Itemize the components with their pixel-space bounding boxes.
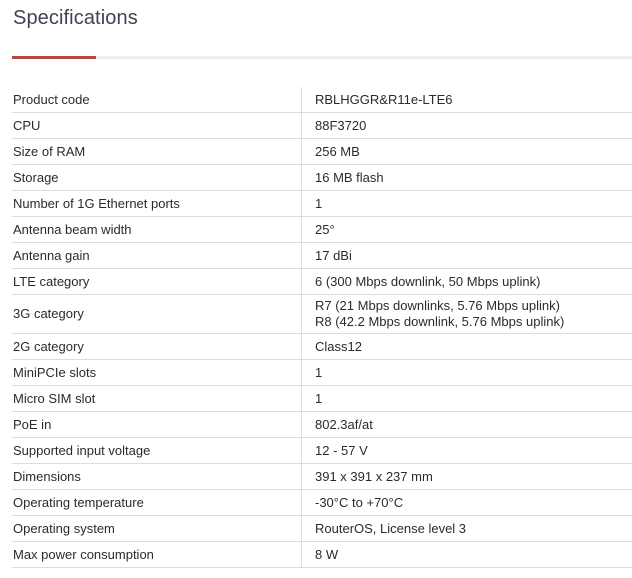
spec-label-ethernet-ports: Number of 1G Ethernet ports (12, 191, 302, 217)
table-row (12, 490, 632, 516)
spec-value-3g-category-line-2: R8 (42.2 Mbps downlink, 5.76 Mbps uplink) (315, 314, 565, 329)
page-title: Specifications (13, 7, 138, 29)
spec-label-operating-temperature: Operating temperature (12, 490, 302, 516)
spec-label-micro-sim-slot: Micro SIM slot (12, 386, 302, 412)
spec-value-operating-system: RouterOS, License level 3 (302, 516, 632, 542)
spec-label-ram: Size of RAM (12, 139, 302, 165)
spec-value-minipcie-slots: 1 (302, 360, 632, 386)
table-row (12, 464, 632, 490)
spec-label-3g-category: 3G category (12, 295, 302, 334)
spec-value-ethernet-ports: 1 (302, 191, 632, 217)
table-row (12, 386, 632, 412)
table-row (12, 191, 632, 217)
spec-label-antenna-beam-width: Antenna beam width (12, 217, 302, 243)
table-row (12, 334, 632, 360)
spec-value-antenna-gain: 17 dBi (302, 243, 632, 269)
table-row (12, 542, 632, 568)
spec-value-operating-temperature: -30°C to +70°C (302, 490, 632, 516)
spec-value-3g-category (302, 295, 632, 334)
spec-value-3g-category-line-1: R7 (21 Mbps downlinks, 5.76 Mbps uplink) (315, 298, 560, 313)
spec-value-storage: 16 MB flash (302, 165, 632, 191)
table-row (12, 87, 632, 113)
spec-value-product-code: RBLHGGR&R11e-LTE6 (302, 87, 632, 113)
spec-value-dimensions: 391 x 391 x 237 mm (302, 464, 632, 490)
spec-label-input-voltage: Supported input voltage (12, 438, 302, 464)
spec-value-micro-sim-slot: 1 (302, 386, 632, 412)
table-row (12, 269, 632, 295)
spec-value-input-voltage: 12 - 57 V (302, 438, 632, 464)
table-row (12, 243, 632, 269)
spec-label-max-power: Max power consumption (12, 542, 302, 568)
table-row (12, 139, 632, 165)
spec-label-dimensions: Dimensions (12, 464, 302, 490)
spec-label-minipcie-slots: MiniPCIe slots (12, 360, 302, 386)
table-row (12, 217, 632, 243)
specifications-table (12, 87, 632, 568)
table-row (12, 412, 632, 438)
table-row (12, 113, 632, 139)
title-underline (12, 56, 632, 59)
spec-label-lte-category: LTE category (12, 269, 302, 295)
title-accent-bar (12, 56, 96, 59)
spec-value-2g-category: Class12 (302, 334, 632, 360)
spec-label-2g-category: 2G category (12, 334, 302, 360)
spec-label-product-code: Product code (12, 87, 302, 113)
spec-label-antenna-gain: Antenna gain (12, 243, 302, 269)
table-row (12, 295, 632, 334)
spec-label-operating-system: Operating system (12, 516, 302, 542)
spec-value-lte-category: 6 (300 Mbps downlink, 50 Mbps uplink) (302, 269, 632, 295)
table-row (12, 438, 632, 464)
table-row (12, 516, 632, 542)
table-row (12, 360, 632, 386)
table-row (12, 165, 632, 191)
spec-value-ram: 256 MB (302, 139, 632, 165)
spec-label-cpu: CPU (12, 113, 302, 139)
spec-value-max-power: 8 W (302, 542, 632, 568)
spec-label-poe-in: PoE in (12, 412, 302, 438)
spec-value-antenna-beam-width: 25° (302, 217, 632, 243)
spec-label-storage: Storage (12, 165, 302, 191)
spec-value-cpu: 88F3720 (302, 113, 632, 139)
spec-value-poe-in: 802.3af/at (302, 412, 632, 438)
